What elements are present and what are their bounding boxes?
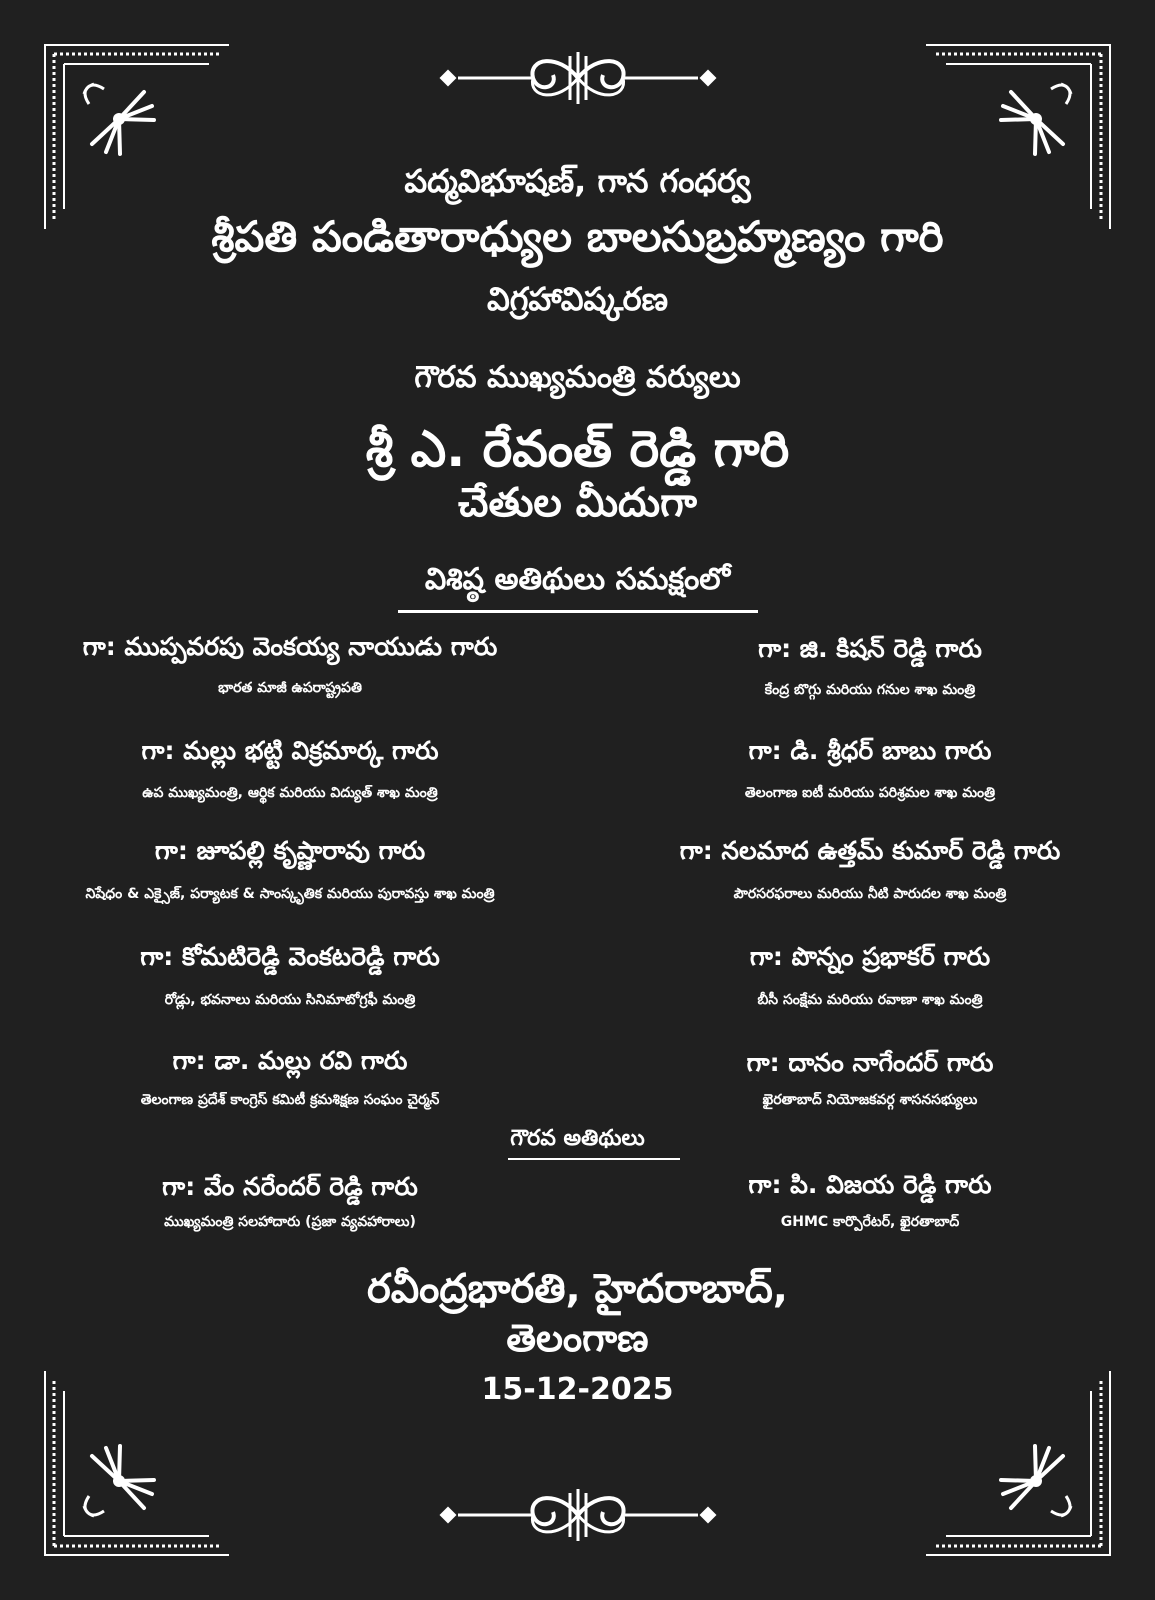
flourish-ornament-top bbox=[438, 48, 718, 108]
guest-role: తెలంగాణ ప్రదేశ్ కాంగ్రెస్ కమిటీ క్రమశిక్షణ సంఘం చైర్మన్ bbox=[140, 1092, 440, 1108]
chief-minister-title: గౌరవ ముఖ్యమంత్రి వర్యులు bbox=[414, 360, 741, 395]
guest-name: గా: నలమాద ఉత్తమ్ కుమార్ రెడ్డి గారు bbox=[679, 836, 1061, 865]
honorary-guest-role: ముఖ్యమంత్రి సలహాదారు (ప్రజా వ్యవహారాలు) bbox=[164, 1214, 416, 1230]
chief-minister-name: శ్రీ ఎ. రేవంత్ రెడ్డి గారి bbox=[365, 420, 790, 478]
state-text: తెలంగాణ bbox=[506, 1316, 649, 1360]
event-date: 15-12-2025 bbox=[481, 1372, 674, 1407]
honorary-guests-heading: గౌరవ అతిథులు bbox=[510, 1126, 645, 1151]
by-hands-text: చేతుల మీదుగా bbox=[458, 480, 697, 526]
guest-name: గా: జి. కిషన్ రెడ్డి గారు bbox=[758, 634, 982, 663]
guest-role: ఉప ముఖ్యమంత్రి, ఆర్థిక మరియు విద్యుత్ శాఖ మంత్రి bbox=[142, 785, 438, 801]
honorary-guest-name: గా: పి. విజయ రెడ్డి గారు bbox=[748, 1170, 992, 1199]
guest-role: తెలంగాణ ఐటీ మరియు పరిశ్రమల శాఖ మంత్రి bbox=[744, 785, 996, 801]
heading-underline bbox=[398, 610, 758, 613]
guest-name: గా: డి. శ్రీధర్ బాబు గారు bbox=[748, 736, 992, 765]
guest-name: గా: మల్లు భట్టి విక్రమార్క గారు bbox=[141, 736, 439, 765]
guest-name: గా: దానం నాగేందర్ గారు bbox=[746, 1048, 994, 1077]
guest-name: గా: డా. మల్లు రవి గారు bbox=[172, 1046, 408, 1075]
guest-role: భారత మాజీ ఉపరాష్ట్రపతి bbox=[218, 680, 362, 696]
guest-name: గా: కోమటిరెడ్డి వెంకటరెడ్డి గారు bbox=[140, 942, 440, 971]
guest-name: గా: జూపల్లి కృష్ణారావు గారు bbox=[154, 836, 426, 865]
honorific-title: పద్మవిభూషణ్, గాన గంధర్వ bbox=[404, 162, 751, 200]
guest-role: బీసీ సంక్షేమ మరియు రవాణా శాఖ మంత్రి bbox=[757, 992, 983, 1008]
guest-role: నిషేధం & ఎక్సైజ్, పర్యాటక & సాంస్కృతిక మరియు పురావస్తు శాఖ మంత్రి bbox=[85, 886, 495, 902]
guest-role: కేంద్ర బొగ్గు మరియు గనుల శాఖ మంత్రి bbox=[764, 682, 976, 698]
honorary-heading-underline bbox=[508, 1158, 680, 1160]
venue-text: రవీంద్రభారతి, హైదరాబాద్, bbox=[366, 1266, 789, 1312]
event-title: విగ్రహావిష్కరణ bbox=[486, 280, 669, 318]
guest-role: ఖైరతాబాద్ నియోజకవర్గ శాసనసభ్యులు bbox=[762, 1092, 978, 1108]
guest-role: పౌరసరఫరాలు మరియు నీటి పారుదల శాఖ మంత్రి bbox=[733, 886, 1007, 902]
flourish-ornament-bottom bbox=[438, 1485, 718, 1545]
guest-name: గా: పొన్నం ప్రభాకర్ గారు bbox=[749, 942, 991, 971]
honorary-guest-name: గా: వేం నరేందర్ రెడ్డి గారు bbox=[162, 1172, 418, 1201]
special-guests-heading: విశిష్ఠ అతిథులు సమక్షంలో bbox=[424, 562, 731, 597]
guest-role: రోడ్లు, భవనాలు మరియు సినిమాటోగ్రఫీ మంత్రి bbox=[164, 992, 416, 1008]
honoree-name: శ్రీపతి పండితారాధ్యుల బాలసుబ్రహ్మణ్యం గారి bbox=[211, 212, 944, 261]
guest-name: గా: ముప్పవరపు వెంకయ్య నాయుడు గారు bbox=[82, 632, 498, 661]
honorary-guest-role: GHMC కార్పొరేటర్, ఖైరతాబాద్ bbox=[780, 1214, 960, 1230]
